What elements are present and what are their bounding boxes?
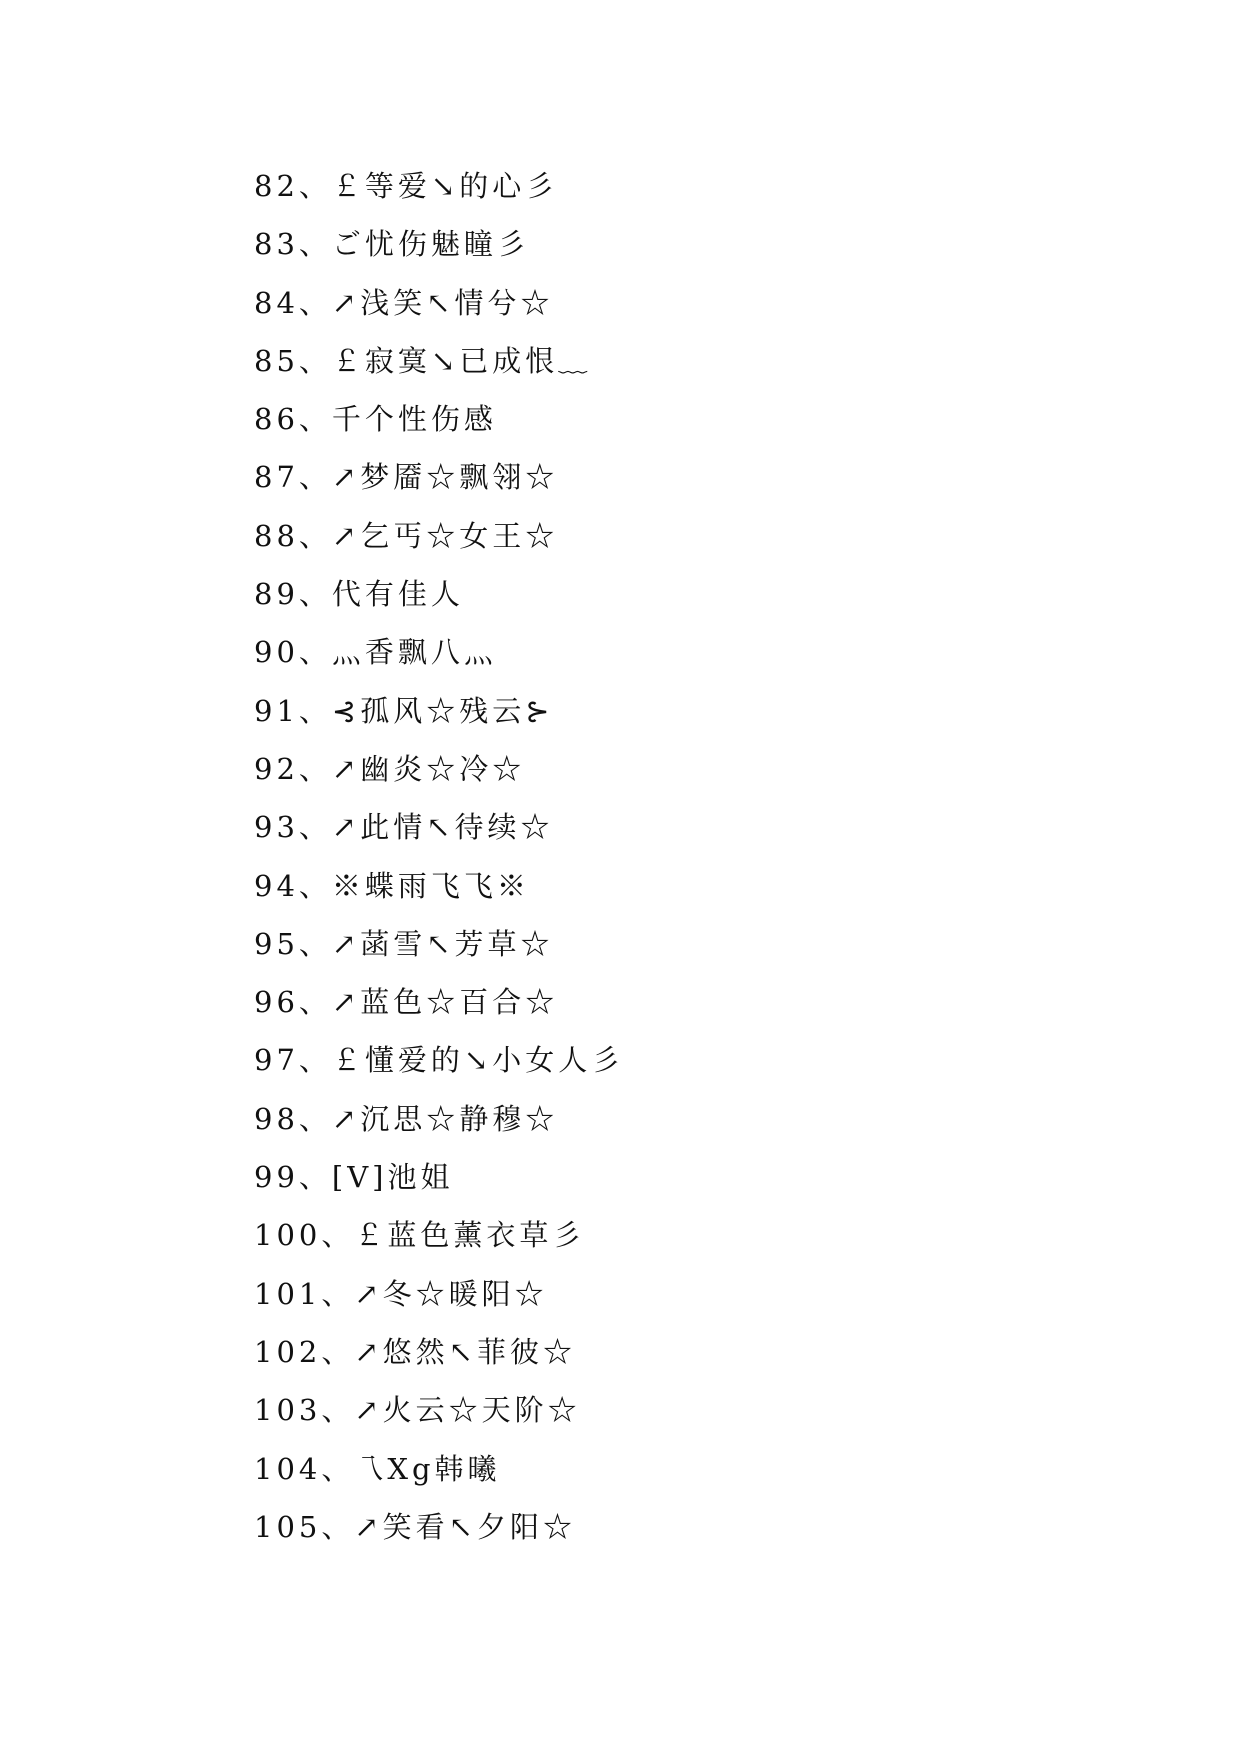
list-item: 98、↗沉思☆静穆☆ [254, 1101, 559, 1136]
list-item: 104、乁Xg韩曦 [254, 1451, 501, 1486]
list-item: 105、↗笑看↖夕阳☆ [254, 1509, 576, 1544]
list-item: 96、↗蓝色☆百合☆ [254, 985, 559, 1020]
list-item: 84、↗浅笑↖情兮☆ [254, 285, 554, 320]
list-item: 82、￡等爱↘的心彡 [254, 169, 559, 203]
list-item: 85、￡寂寞↘已成恨﹏ [254, 343, 592, 378]
list-item: 101、↗冬☆暖阳☆ [254, 1276, 548, 1311]
list-item: 89、代有佳人 [254, 577, 464, 612]
list-item: 94、※蝶雨飞飞※ [254, 868, 530, 903]
list-item: 93、↗此情↖待续☆ [254, 810, 554, 845]
list-item: 90、灬香飘八灬 [254, 635, 497, 670]
list-item: 83、ご忧伤魅瞳彡 [254, 227, 530, 262]
name-list [254, 157, 624, 1556]
list-item: 88、↗乞丐☆女王☆ [254, 518, 559, 553]
list-item: 97、￡懂爱的↘小女人彡 [254, 1043, 625, 1078]
list-item: 103、↗火云☆天阶☆ [254, 1393, 581, 1428]
list-item: 87、↗梦靥☆飘翎☆ [254, 460, 559, 495]
list-item: 95、↗菡雪↖芳草☆ [254, 926, 554, 961]
list-item: 102、↗悠然↖菲彼☆ [254, 1334, 576, 1369]
list-item: 91、⊰孤风☆残云⊱ [254, 693, 554, 728]
list-item: 99、[V]池姐 [254, 1160, 454, 1195]
list-item: 86、千个性伤感 [254, 402, 497, 437]
list-item: 92、↗幽炎☆冷☆ [254, 751, 526, 786]
list-item: 100、￡蓝色薰衣草彡 [254, 1218, 586, 1253]
